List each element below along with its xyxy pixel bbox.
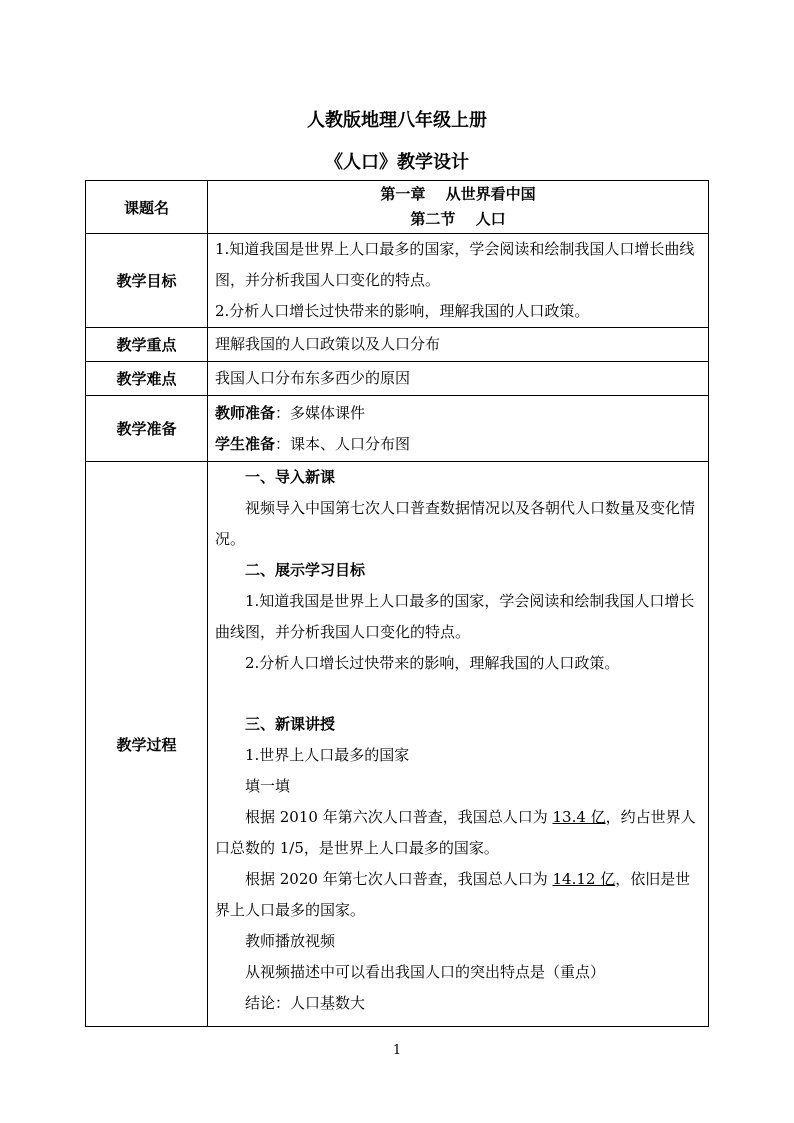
chapter-title: 第一章 从世界看中国 — [380, 185, 536, 203]
student-prep-label: 学生准备 — [215, 434, 276, 453]
blank-2020-population: 14.12 亿 — [552, 870, 616, 888]
label-process: 教学过程 — [86, 462, 208, 1027]
process-objective-1: 1.知道我国是世界上人口最多的国家，学会阅读和绘制我国人口增长曲线图，并分析我国人口变化的特点。 — [215, 592, 695, 641]
question-text: 从视频描述中可以看出我国人口的突出特点是（重点） — [245, 963, 606, 981]
objective-2: 2.分析人口增长过快带来的影响，理解我国的人口政策。 — [215, 302, 590, 320]
teacher-prep-text: ：多媒体课件 — [275, 403, 366, 422]
key-text: 理解我国的人口政策以及人口分布 — [215, 335, 441, 353]
label-difficulty: 教学难点 — [86, 362, 208, 396]
teacher-prep-label: 教师准备 — [215, 403, 276, 422]
difficulty-text: 我国人口分布东多西少的原因 — [215, 369, 411, 387]
subsection-1: 1.世界上人口最多的国家 — [245, 746, 410, 764]
blank-2010-population: 13.4 亿 — [552, 808, 606, 826]
label-objectives: 教学目标 — [86, 234, 208, 328]
intro-paragraph: 视频导入中国第七次人口普查数据情况以及各朝代人口数量及变化情况。 — [215, 499, 696, 548]
cell-process — [208, 462, 709, 1027]
document-subtitle: 《人口》教学设计 — [325, 152, 469, 173]
section-title: 第二节 人口 — [410, 210, 506, 228]
row-key — [86, 328, 709, 362]
process-objective-2: 2.分析人口增长过快带来的影响，理解我国的人口政策。 — [245, 654, 620, 672]
label-topic: 课题名 — [86, 181, 208, 234]
document-title: 人教版地理八年级上册 — [307, 110, 487, 131]
lesson-plan-table — [85, 180, 709, 1027]
student-prep — [215, 429, 702, 460]
row-process — [86, 462, 709, 1027]
video-note: 教师播放视频 — [245, 932, 336, 950]
cell-topic — [208, 181, 709, 234]
row-difficulty — [86, 362, 709, 396]
label-prep: 教学准备 — [86, 396, 208, 462]
heading-intro: 一、导入新课 — [245, 468, 336, 486]
student-prep-text: ：课本、人口分布图 — [275, 434, 411, 453]
teacher-prep — [215, 398, 702, 429]
conclusion-text: 结论：人口基数大 — [245, 994, 366, 1012]
objective-1: 1.知道我国是世界上人口最多的国家，学会阅读和绘制我国人口增长曲线图，并分析我国人口变化的特点。 — [215, 240, 695, 289]
fill-in-label: 填一填 — [245, 777, 291, 795]
census-2010: 根据 2010 年第六次人口普查，我国总人口为 13.4 亿，约占世界人口总数的 1/5，是世界上人口最多的国家。 — [215, 808, 696, 857]
row-prep — [86, 396, 709, 462]
heading-objectives: 二、展示学习目标 — [245, 561, 366, 579]
page-number: 1 — [392, 1043, 402, 1058]
cell-objectives — [208, 234, 709, 328]
cell-key — [208, 328, 709, 362]
heading-new-lesson: 三、新课讲授 — [245, 715, 336, 733]
row-objectives — [86, 234, 709, 328]
row-topic — [86, 181, 709, 234]
cell-prep — [208, 396, 709, 462]
spacer — [215, 679, 702, 709]
census-2020: 根据 2020 年第七次人口普查，我国总人口为 14.12 亿，依旧是世界上人口最多的国家。 — [215, 870, 691, 919]
label-key: 教学重点 — [86, 328, 208, 362]
cell-difficulty — [208, 362, 709, 396]
